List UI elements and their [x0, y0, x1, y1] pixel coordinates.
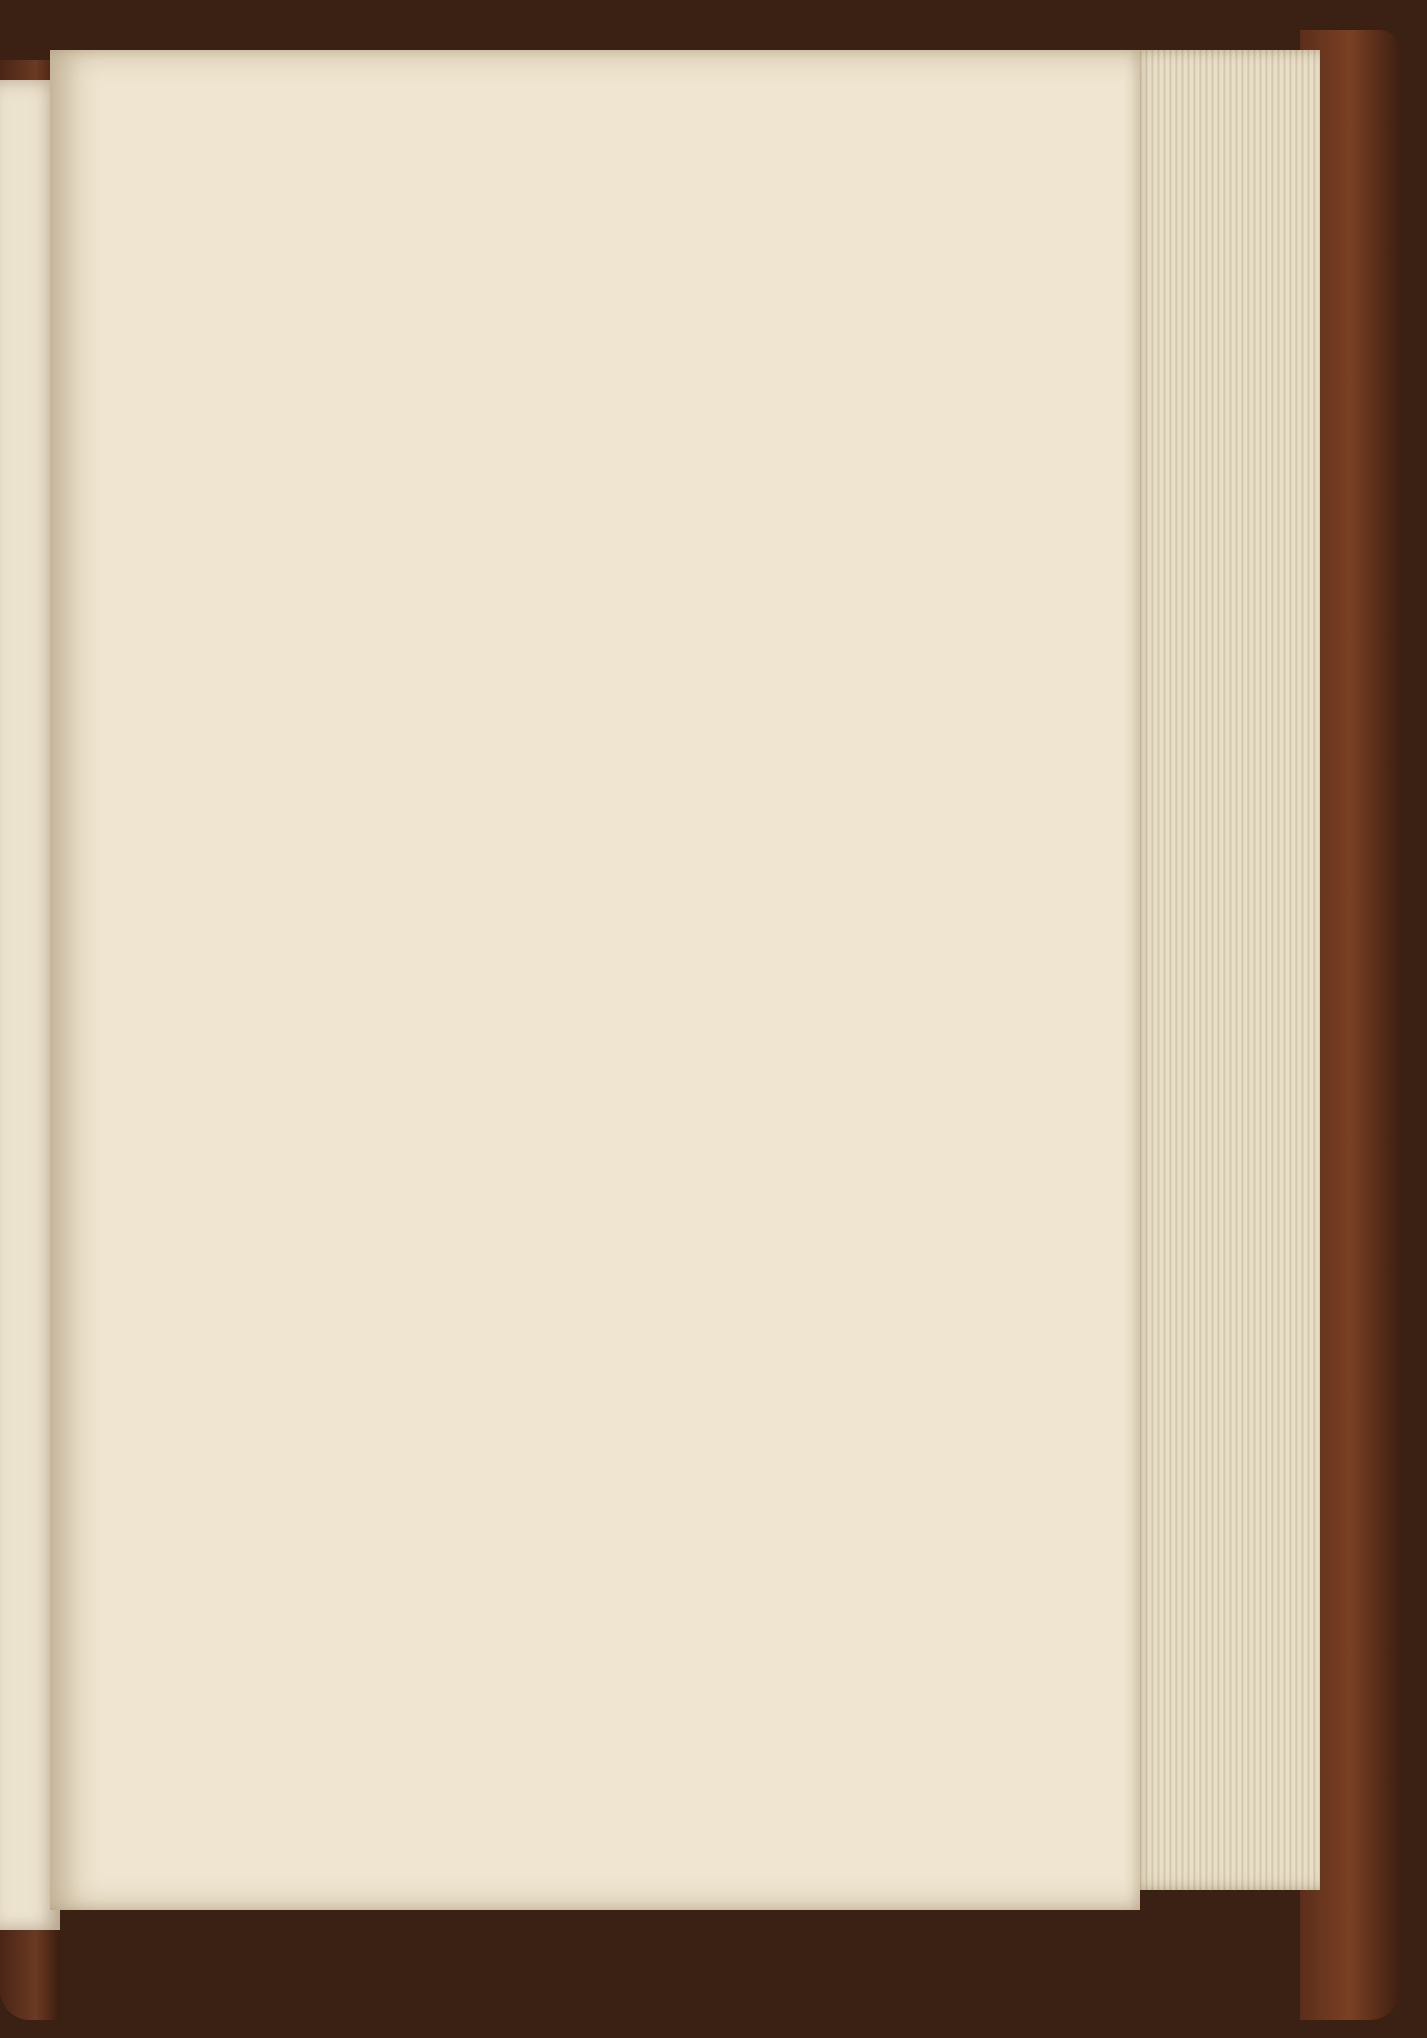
book-page — [50, 50, 1140, 1910]
page-header — [240, 130, 900, 200]
page-block-edges — [1130, 50, 1320, 1890]
